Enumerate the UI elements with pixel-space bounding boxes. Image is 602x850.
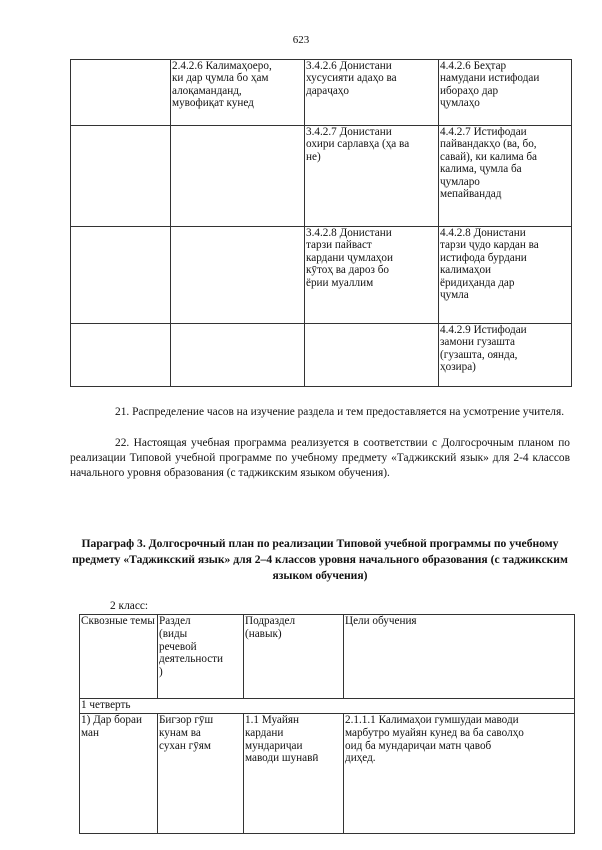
cell-line: не) (306, 150, 321, 163)
table-cell (71, 60, 171, 126)
table-cell (171, 60, 305, 126)
cell-line: (виды (159, 627, 188, 640)
cell-line: мепайвандад (440, 188, 502, 201)
table-cell (305, 126, 439, 227)
header-cell-goals: Цели обучения (344, 615, 575, 699)
table-cell (305, 227, 439, 324)
cell-line: 2.4.2.6 Калимаҳоеро, (172, 60, 272, 72)
header-cell-subsection (244, 615, 344, 699)
cell-line: кардани ҷумлаҳои (306, 251, 393, 264)
table-cell (80, 714, 158, 834)
cell-line: ёрии муаллим (306, 276, 374, 289)
cell-line: марбутро муайян кунед ва ба саволҳо (345, 726, 524, 739)
cell-line: ки дар ҷумла бо ҳам (172, 72, 269, 85)
quarter-cell: 1 четверть (80, 699, 575, 714)
cell-line: 1.1 Муайян (245, 714, 299, 726)
cell-line: ибораҳо дар (440, 84, 499, 97)
table-cell (158, 714, 244, 834)
cell-line: 3.4.2.7 Донистани (306, 126, 392, 138)
table-cell (171, 227, 305, 324)
cell-line: (гузашта, оянда, (440, 348, 518, 361)
table-cell (439, 60, 572, 126)
cell-line: ҷумлаҳо (440, 97, 480, 110)
cell-line: дараҷаҳо (306, 84, 349, 97)
table-row (71, 60, 572, 126)
cell-line: Подраздел (245, 615, 296, 627)
continuation-table (70, 59, 572, 387)
cell-line: кардани (245, 726, 284, 739)
section-heading: Параграф 3. Долгосрочный план по реализации Типовой учебной программы по учебному предмету «Таджикский язык» для 2–4 классов уровня начального образования (с таджикским языком обучения) (72, 537, 568, 582)
cell-line: ёридиҳанда дар (440, 276, 515, 289)
cell-line: 4.4.2.9 Истифодаи (440, 324, 527, 336)
table-row (71, 227, 572, 324)
page-number: 623 (292, 34, 310, 46)
cell-line: тарзи ҷудо кардан ва (440, 239, 539, 252)
cell-line: ҳозира) (440, 361, 476, 374)
cell-line: маводи шунавӣ (245, 752, 319, 765)
cell-line: истифода бурдани (440, 251, 527, 264)
cell-line: хусусияти адаҳо ва (306, 72, 397, 85)
cell-line: Раздел (159, 615, 191, 627)
table-cell (171, 324, 305, 387)
cell-line: калима, ҷумла ба (440, 163, 522, 176)
paragraph-22: 22. Настоящая учебная программа реализуется в соответствии с Долгосрочным планом по реализации Типовой учебной программе по учебному предмету «Таджикский язык» для 2-4 классов начального уровня образования (с таджикским языком обучения). (70, 437, 570, 479)
cell-line: калимаҳои (440, 264, 492, 277)
table-cell (439, 324, 572, 387)
header-cell-section (158, 615, 244, 699)
cell-line: 4.4.2.8 Донистани (440, 227, 526, 239)
cell-line: деятельности (159, 653, 224, 666)
cell-line: замони гузашта (440, 336, 516, 349)
paragraph-21: 21. Распределение часов на изучение раздела и тем предоставляется на усмотрение учителя. (115, 406, 565, 418)
cell-line: оид ба мундариҷаи матн ҷавоб (345, 739, 492, 752)
table-cell (344, 714, 575, 834)
cell-line: алоқаманданд, (172, 84, 242, 97)
table-cell (439, 227, 572, 324)
cell-line: Бигзор гӯш (159, 714, 214, 726)
cell-line: пайвандакҳо (ва, бо, (440, 138, 537, 151)
cell-line: 4.4.2.7 Истифодаи (440, 126, 527, 138)
table-cell (71, 126, 171, 227)
table-row (71, 324, 572, 387)
cell-line: мундариҷаи (245, 739, 303, 752)
cell-line: диҳед. (345, 752, 376, 765)
cell-line: савай), ки калима ба (440, 150, 538, 163)
cell-line: 4.4.2.6 Беҳтар (440, 60, 507, 72)
cell-line: ) (159, 666, 163, 679)
cell-line: 3.4.2.8 Донистани (306, 227, 392, 239)
cell-line: сухан гӯям (159, 739, 212, 752)
cell-line: кунам ва (159, 726, 201, 739)
table-cell (171, 126, 305, 227)
plan-table (79, 614, 575, 834)
cell-line: ҷумла (440, 289, 469, 302)
table-cell (439, 126, 572, 227)
class-label: 2 класс: (110, 600, 149, 612)
quarter-row (80, 699, 575, 714)
cell-line: кӯтоҳ ва дароз бо (306, 264, 389, 277)
cell-line: охири сарлавҳа (ҳа ва (306, 138, 410, 151)
table-cell (71, 324, 171, 387)
header-cell-topics: Сквозные темы (80, 615, 158, 699)
table-cell (71, 227, 171, 324)
cell-line: намудани истифодаи (440, 72, 540, 85)
table-row (71, 126, 572, 227)
table-cell (305, 324, 439, 387)
cell-line: ман (81, 726, 99, 739)
table-row (80, 714, 575, 834)
cell-line: речевой (159, 640, 197, 653)
table-cell (305, 60, 439, 126)
cell-line: (навык) (245, 627, 282, 640)
table-cell (244, 714, 344, 834)
cell-line: мувофиқат кунед (172, 97, 254, 110)
cell-line: 2.1.1.1 Калимаҳои гумшудаи маводи (345, 714, 519, 726)
cell-line: тарзи пайваст (306, 239, 372, 252)
cell-line: ҷумларо (440, 175, 480, 188)
table-header-row (80, 615, 575, 699)
cell-line: 3.4.2.6 Донистани (306, 60, 392, 72)
cell-line: 1) Дар бораи (81, 714, 142, 726)
